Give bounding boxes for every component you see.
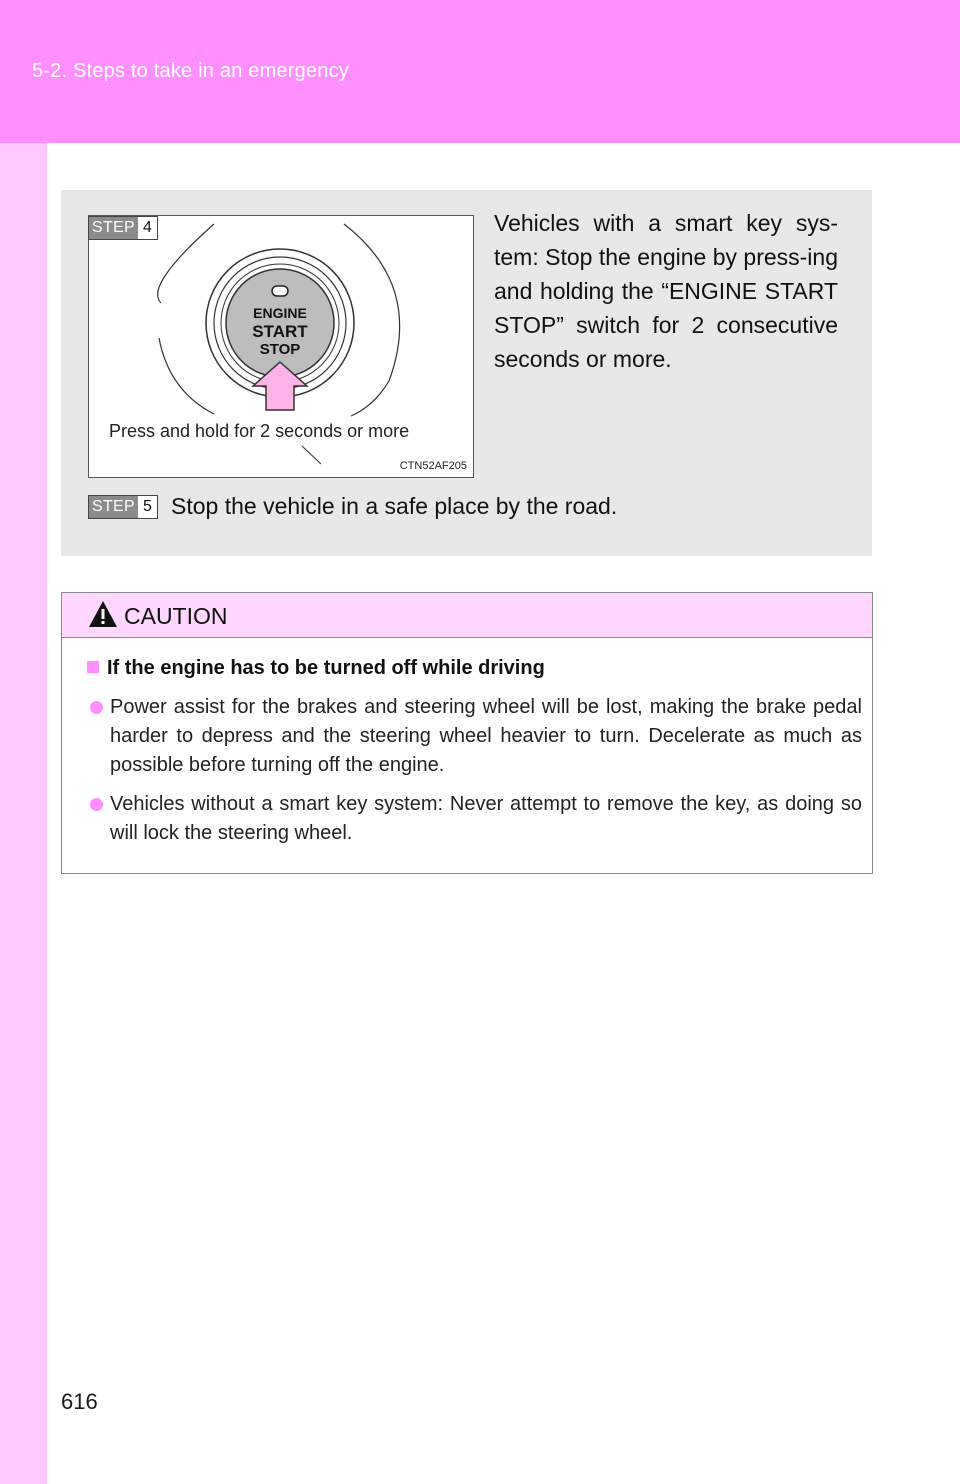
caution-title: CAUTION xyxy=(124,603,228,629)
caution-item-title xyxy=(87,657,545,680)
button-label-engine: ENGINE xyxy=(253,305,307,321)
step-5-number: 5 xyxy=(143,498,152,515)
step-5-tag xyxy=(88,495,158,519)
figure-code: CTN52AF205 xyxy=(399,460,467,472)
caution-bullet-2 xyxy=(90,790,862,848)
step-5-text: Stop the vehicle in a safe place by the road. xyxy=(171,493,618,519)
outer-arc-left-top xyxy=(158,224,214,303)
caution-box xyxy=(61,592,873,874)
side-stripe xyxy=(0,143,47,1484)
page-header xyxy=(0,0,960,143)
button-label-stop: STOP xyxy=(259,341,301,358)
step-4-number: 4 xyxy=(143,219,152,236)
step-5-word: STEP xyxy=(89,496,138,518)
bullet-dot-icon xyxy=(90,798,103,811)
engine-switch-figure xyxy=(88,215,474,478)
caution-bullet-1 xyxy=(90,693,862,780)
button-label-start: START xyxy=(252,322,308,341)
indicator-light-icon xyxy=(272,286,288,296)
step-4-tag xyxy=(88,216,158,240)
caution-bullet-1-text: Power assist for the brakes and steering wheel will be lost, making the brake pedal harder to depress and the steering wheel heavier to turn. Decelerate as much as possible before turning off the engine. xyxy=(110,696,862,776)
section-title: 5-2. Steps to take in an emergency xyxy=(32,60,349,82)
bullet-dot-icon xyxy=(90,701,103,714)
outer-arc-left-bottom xyxy=(159,338,214,414)
square-bullet-icon xyxy=(87,661,99,673)
step-4-text: Vehicles with a smart key sys-tem: Stop the engine by press-ing and holding the “ENGINE START STOP” switch for 2 consecutive seconds or more. xyxy=(494,210,838,372)
caution-header xyxy=(62,593,872,638)
warning-triangle-icon xyxy=(88,599,118,629)
caution-item-title-text: If the engine has to be turned off while driving xyxy=(107,657,545,679)
page-number: 616 xyxy=(61,1389,98,1414)
step-4-word: STEP xyxy=(89,217,138,239)
caption-leader-line xyxy=(302,446,321,464)
step-panel xyxy=(61,190,872,556)
caution-bullet-2-text: Vehicles without a smart key system: Never attempt to remove the key, as doing so will lock the steering wheel. xyxy=(110,793,862,844)
figure-caption: Press and hold for 2 seconds or more xyxy=(109,421,410,441)
